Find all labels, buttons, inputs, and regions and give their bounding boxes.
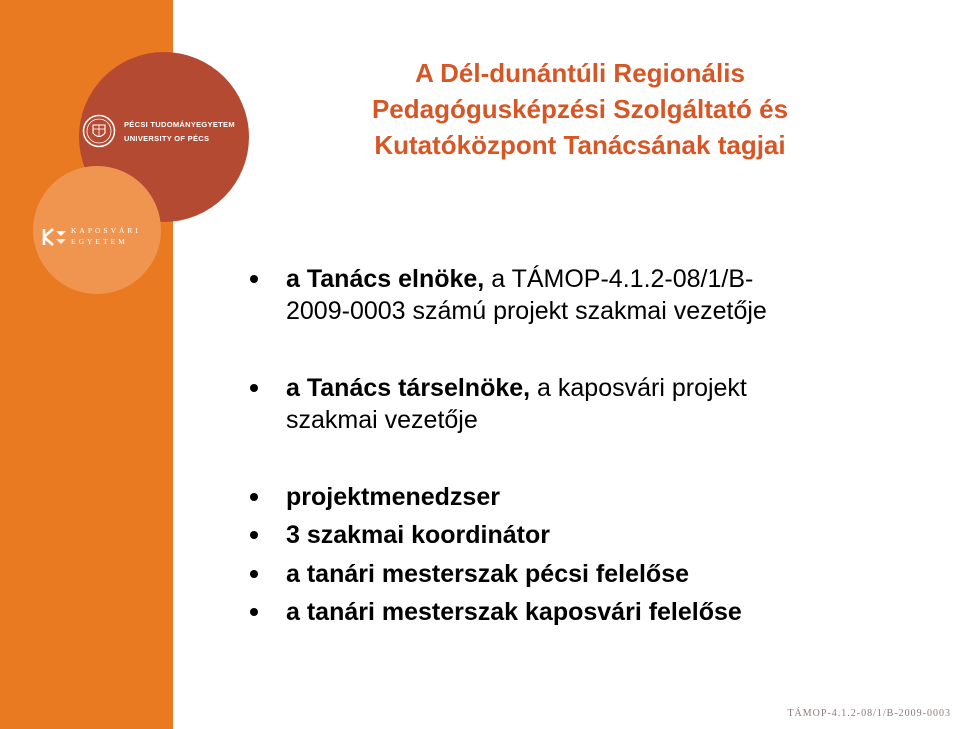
item-2-rest: a kaposvári projekt: [530, 374, 747, 402]
bullet-icon: [250, 608, 258, 616]
item-1-rest: a TÁMOP-4.1.2-08/1/B-: [484, 265, 754, 293]
pecs-seal-icon: [82, 114, 116, 148]
bullet-icon: [250, 493, 258, 501]
pecs-name-hu: PÉCSI TUDOMÁNYEGYETEM: [124, 120, 235, 129]
item-2-bold: a Tanács társelnöke,: [286, 374, 531, 402]
project-code-footer: TÁMOP-4.1.2-08/1/B-2009-0003: [787, 708, 951, 719]
kaposvar-name-line2: EGYETEM: [71, 237, 128, 246]
item-6-text: a tanári mesterszak kaposvári felelőse: [286, 598, 742, 626]
item-4-text: 3 szakmai koordinátor: [286, 521, 550, 549]
kaposvar-k-mark-icon: [42, 227, 68, 247]
pecs-university-logo: [82, 112, 242, 152]
kaposvar-name-line1: KAPOSVÁRI: [71, 226, 141, 235]
bullet-icon: [250, 384, 258, 392]
bullet-icon: [250, 531, 258, 539]
bullet-icon: [250, 275, 258, 283]
title-line-1: A Dél-dunántúli Regionális: [415, 58, 745, 88]
item-5-text: a tanári mesterszak pécsi felelőse: [286, 560, 690, 588]
pecs-name-en: UNIVERSITY OF PÉCS: [124, 134, 210, 143]
title-line-3: Kutatóközpont Tanácsának tagjai: [374, 130, 786, 160]
slide-title: [300, 55, 860, 163]
item-2-line-2: szakmai vezetője: [286, 406, 478, 434]
kaposvar-university-logo: [42, 225, 162, 251]
title-line-2: Pedagógusképzési Szolgáltató és: [371, 94, 789, 124]
item-1-line-2: 2009-0003 számú projekt szakmai vezetője: [286, 297, 767, 325]
item-3-text: projektmenedzser: [286, 483, 500, 511]
item-1-bold: a Tanács elnöke,: [286, 265, 485, 293]
bullet-icon: [250, 570, 258, 578]
